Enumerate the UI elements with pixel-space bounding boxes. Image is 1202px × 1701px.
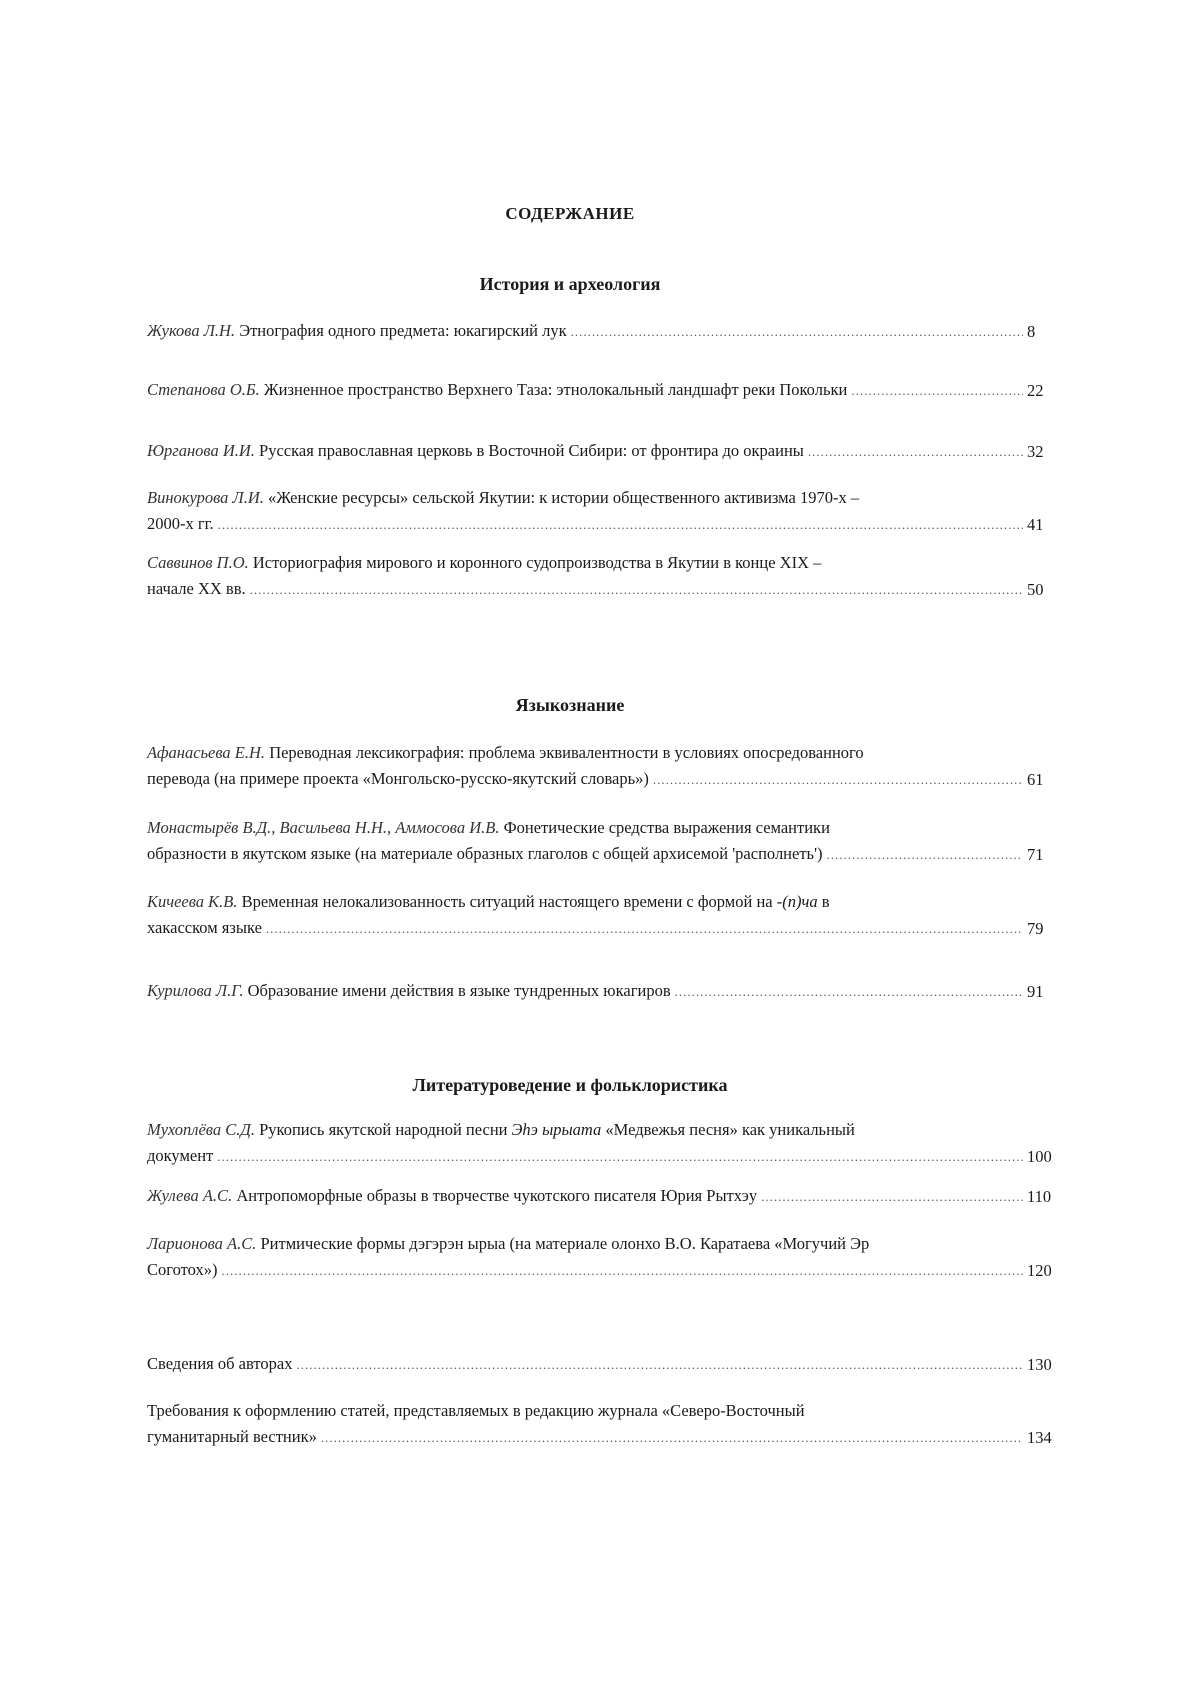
- entry-page: 110: [1027, 1187, 1052, 1206]
- entry-author: Степанова О.Б.: [147, 380, 260, 399]
- entry-author: Курилова Л.Г.: [147, 981, 244, 1000]
- entry-title: Русская православная церковь в Восточной Сибири: от фронтира до окраины: [259, 441, 804, 460]
- section-heading-linguistics: Языкознание: [515, 695, 625, 715]
- entry-title-last: Соготох»): [147, 1260, 218, 1279]
- entry-page: 50: [1027, 580, 1044, 599]
- leader-dots: [571, 319, 1023, 345]
- leader-dots: [266, 916, 1023, 942]
- toc-entry[interactable]: [147, 550, 1067, 603]
- entry-title-last: начале XX вв.: [147, 579, 246, 598]
- entry-title: Жизненное пространство Верхнего Таза: этнолокальный ландшафт реки Покольки: [263, 380, 848, 399]
- entry-page: 100: [1027, 1147, 1052, 1166]
- entry-author: Ларионова А.С.: [147, 1234, 257, 1253]
- toc-entry[interactable]: [147, 318, 1067, 345]
- entry-title-line1: Историография мирового и коронного судопроизводства в Якутии в конце XIX –: [252, 553, 822, 572]
- leader-dots: [250, 577, 1023, 603]
- entry-title-last: документ: [147, 1146, 214, 1165]
- entry-title-line1: Переводная лексикография: проблема эквивалентности в условиях опосредованного: [269, 743, 864, 762]
- entry-title-italic: Эhэ ырыата: [511, 1120, 602, 1139]
- entry-author: Афанасьева Е.Н.: [147, 743, 266, 762]
- leader-dots: [321, 1425, 1023, 1451]
- toc-entry[interactable]: [147, 815, 1067, 868]
- entry-title-last: образности в якутском языке (на материале образных глаголов с общей архисемой 'располнеть'): [147, 844, 823, 863]
- entry-page: 41: [1027, 515, 1044, 534]
- entry-author: Монастырёв В.Д., Васильева Н.Н., Аммосова И.В.: [147, 818, 500, 837]
- entry-author: Жулева А.С.: [147, 1186, 233, 1205]
- entry-page: 32: [1027, 442, 1044, 461]
- leader-dots: [218, 512, 1023, 538]
- leader-dots: [221, 1258, 1023, 1284]
- toc-entry-authors-info[interactable]: [147, 1351, 1067, 1378]
- entry-title: Образование имени действия в языке тундренных юкагиров: [247, 981, 671, 1000]
- leader-dots: [653, 767, 1023, 793]
- entry-title-line1: Фонетические средства выражения семантики: [503, 818, 830, 837]
- toc-entry-requirements[interactable]: [147, 1398, 1067, 1451]
- entry-title-last: перевода (на примере проекта «Монгольско-русско-якутский словарь»): [147, 769, 649, 788]
- entry-page: 22: [1027, 381, 1044, 400]
- leader-dots: [217, 1144, 1023, 1170]
- toc-entry[interactable]: [147, 485, 1067, 538]
- toc-entry[interactable]: [147, 740, 1067, 793]
- toc-entry[interactable]: [147, 1117, 1067, 1170]
- toc-entry[interactable]: [147, 377, 1067, 404]
- entry-author: Саввинов П.О.: [147, 553, 249, 572]
- entry-page: 134: [1027, 1428, 1052, 1447]
- entry-title-line1: «Женские ресурсы» сельской Якутии: к истории общественного активизма 1970-х –: [267, 488, 860, 507]
- section-heading-history: История и археология: [479, 274, 661, 294]
- entry-title-line1: Временная нелокализованность ситуаций настоящего времени с формой на: [241, 892, 773, 911]
- entry-author: Винокурова Л.И.: [147, 488, 264, 507]
- toc-entry[interactable]: [147, 1231, 1067, 1284]
- leader-dots: [827, 842, 1023, 868]
- entry-title-tail: «Медвежья песня» как уникальный: [605, 1120, 855, 1139]
- toc-entry[interactable]: [147, 978, 1067, 1005]
- entry-author: Мухоплёва С.Д.: [147, 1120, 255, 1139]
- entry-page: 130: [1027, 1355, 1052, 1374]
- entry-author: Юрганова И.И.: [147, 441, 255, 460]
- leader-dots: [296, 1352, 1023, 1378]
- entry-page: 91: [1027, 982, 1044, 1001]
- entry-page: 71: [1027, 845, 1044, 864]
- entry-page: 8: [1027, 322, 1036, 341]
- entry-title-line1: Ритмические формы дэгэрэн ырыа (на материале олонхо В.О. Каратаева «Могучий Эр: [260, 1234, 870, 1253]
- entry-title-italic: -(п)ча: [776, 892, 818, 911]
- entry-title-last: хакасском языке: [147, 918, 262, 937]
- entry-title-line1: Требования к оформлению статей, представляемых в редакцию журнала «Северо-Восточный: [147, 1401, 805, 1420]
- entry-author: Кичеева К.В.: [147, 892, 238, 911]
- entry-title-line1: Рукопись якутской народной песни: [259, 1120, 508, 1139]
- toc-entry[interactable]: [147, 889, 1067, 942]
- section-heading-literature: Литературоведение и фольклористика: [412, 1075, 728, 1095]
- entry-title-last: гуманитарный вестник»: [147, 1427, 317, 1446]
- leader-dots: [808, 439, 1023, 465]
- leader-dots: [675, 979, 1023, 1005]
- entry-title: Сведения об авторах: [147, 1354, 293, 1373]
- entry-author: Жукова Л.Н.: [147, 321, 236, 340]
- entry-title-last: 2000-х гг.: [147, 514, 214, 533]
- entry-page: 79: [1027, 919, 1044, 938]
- entry-page: 61: [1027, 770, 1044, 789]
- entry-page: 120: [1027, 1261, 1052, 1280]
- entry-title-tail: в: [821, 892, 830, 911]
- leader-dots: [761, 1184, 1023, 1210]
- leader-dots: [851, 378, 1023, 404]
- entry-title: Антропоморфные образы в творчестве чукотского писателя Юрия Рытхэу: [236, 1186, 758, 1205]
- toc-entry[interactable]: [147, 1183, 1067, 1210]
- page-title: СОДЕРЖАНИЕ: [505, 204, 635, 223]
- entry-title: Этнография одного предмета: юкагирский лук: [239, 321, 567, 340]
- toc-entry[interactable]: [147, 438, 1067, 465]
